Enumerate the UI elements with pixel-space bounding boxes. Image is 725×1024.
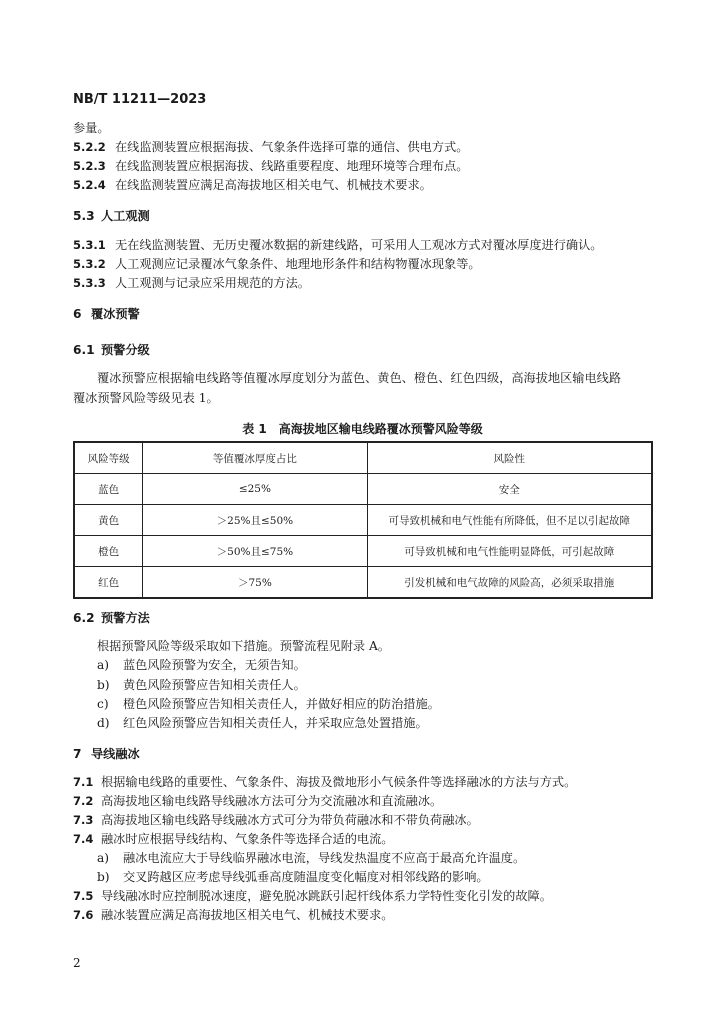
table-header-cell: 等值覆冰厚度占比 bbox=[143, 442, 367, 474]
table-cell: 红色 bbox=[74, 567, 143, 599]
list-label: c) bbox=[97, 697, 109, 711]
section-6-1-heading bbox=[73, 341, 150, 358]
clause-7-3 bbox=[73, 812, 479, 828]
list-label: b) bbox=[97, 678, 110, 692]
table-cell: 安全 bbox=[367, 474, 652, 505]
table-cell: ＞25%且≤50% bbox=[143, 505, 367, 536]
clause-text: 高海拔地区输电线路导线融冰方式可分为带负荷融冰和不带负荷融冰。 bbox=[101, 813, 479, 827]
table-row bbox=[74, 536, 652, 567]
clause-text: 融冰装置应满足高海拔地区相关电气、机械技术要求。 bbox=[101, 908, 394, 922]
clause-text: 人工观测应记录覆冰气象条件、地理地形条件和结构物覆冰现象等。 bbox=[115, 257, 481, 271]
clause-number: 5.3.2 bbox=[73, 257, 106, 271]
list-item-b bbox=[97, 677, 306, 693]
clause-5-3-1 bbox=[73, 237, 603, 253]
table-row bbox=[74, 474, 652, 505]
section-number: 7 bbox=[73, 747, 82, 761]
clause-text: 融冰时应根据导线结构、气象条件等选择合适的电流。 bbox=[101, 832, 394, 846]
clause-5-3-2 bbox=[73, 256, 481, 272]
clause-number: 5.2.2 bbox=[73, 140, 106, 154]
section-6-heading bbox=[73, 305, 140, 322]
list-text: 红色风险预警应告知相关责任人，并采取应急处置措施。 bbox=[123, 716, 428, 730]
list-text: 黄色风险预警应告知相关责任人。 bbox=[123, 678, 306, 692]
clause-number: 7.6 bbox=[73, 908, 94, 922]
clause-text: 导线融冰时应控制脱冰速度，避免脱冰跳跃引起杆线体系力学特性变化引发的故障。 bbox=[101, 889, 552, 903]
list-text: 橙色风险预警应告知相关责任人，并做好相应的防治措施。 bbox=[123, 697, 440, 711]
table-caption: 表 1 高海拔地区输电线路覆冰预警风险等级 bbox=[242, 422, 483, 436]
clause-number: 5.3.3 bbox=[73, 276, 106, 290]
list-item-a bbox=[97, 657, 306, 673]
clause-5-3-3 bbox=[73, 275, 310, 291]
table-cell: 橙色 bbox=[74, 536, 143, 567]
clause-number: 5.2.4 bbox=[73, 178, 106, 192]
list-item-c bbox=[97, 696, 440, 712]
list-text: 蓝色风险预警为安全，无须告知。 bbox=[123, 658, 306, 672]
clause-5-2-4 bbox=[73, 177, 432, 193]
clause-text: 无在线监测装置、无历史覆冰数据的新建线路，可采用人工观冰方式对覆冰厚度进行确认。 bbox=[115, 238, 603, 252]
table-header-cell: 风险等级 bbox=[74, 442, 143, 474]
list-label: a) bbox=[97, 851, 110, 865]
clause-text: 在线监测装置应满足高海拔地区相关电气、机械技术要求。 bbox=[115, 178, 432, 192]
clause-text: 根据输电线路的重要性、气象条件、海拔及微地形小气候条件等选择融冰的方法与方式。 bbox=[101, 775, 577, 789]
clause-7-4-b bbox=[97, 869, 489, 885]
table-header-row bbox=[74, 442, 652, 474]
clause-number: 5.2.3 bbox=[73, 159, 106, 173]
clause-5-2-3 bbox=[73, 158, 468, 174]
clause-7-5 bbox=[73, 888, 552, 904]
section-title: 预警分级 bbox=[101, 343, 150, 357]
clause-5-2-2 bbox=[73, 139, 468, 155]
paragraph-6-1-line2: 覆冰预警风险等级见表 1。 bbox=[73, 391, 219, 405]
table-row bbox=[74, 505, 652, 536]
paragraph-6-2-intro: 根据预警风险等级采取如下措施。预警流程见附录 A。 bbox=[97, 639, 390, 653]
section-7-heading bbox=[73, 745, 140, 762]
table-cell: ＞50%且≤75% bbox=[143, 536, 367, 567]
section-5-3-heading bbox=[73, 207, 150, 224]
clause-number: 7.3 bbox=[73, 813, 94, 827]
continuation-line: 参量。 bbox=[73, 121, 110, 135]
list-label: d) bbox=[97, 716, 110, 730]
section-number: 5.3 bbox=[73, 209, 95, 223]
clause-7-4-a bbox=[97, 850, 525, 866]
clause-7-4 bbox=[73, 831, 394, 847]
document-code: NB/T 11211—2023 bbox=[73, 92, 207, 107]
clause-7-2 bbox=[73, 793, 442, 809]
section-number: 6.1 bbox=[73, 343, 95, 357]
table-cell: 可导致机械和电气性能明显降低，可引起故障 bbox=[367, 536, 652, 567]
table-header-cell: 风险性 bbox=[367, 442, 652, 474]
list-text: 交叉跨越区应考虑导线弧垂高度随温度变化幅度对相邻线路的影响。 bbox=[123, 870, 489, 884]
table-row bbox=[74, 567, 652, 599]
list-label: b) bbox=[97, 870, 110, 884]
section-title: 预警方法 bbox=[101, 611, 150, 625]
table-cell: 可导致机械和电气性能有所降低，但不足以引起故障 bbox=[367, 505, 652, 536]
section-6-2-heading bbox=[73, 609, 150, 626]
clause-number: 5.3.1 bbox=[73, 238, 106, 252]
risk-level-table bbox=[73, 441, 653, 599]
section-number: 6.2 bbox=[73, 611, 95, 625]
list-label: a) bbox=[97, 658, 110, 672]
section-number: 6 bbox=[73, 307, 82, 321]
clause-text: 高海拔地区输电线路导线融冰方法可分为交流融冰和直流融冰。 bbox=[101, 794, 443, 808]
clause-7-1 bbox=[73, 774, 576, 790]
list-item-d bbox=[97, 715, 428, 731]
clause-number: 7.2 bbox=[73, 794, 94, 808]
clause-text: 在线监测装置应根据海拔、线路重要程度、地理环境等合理布点。 bbox=[115, 159, 469, 173]
table-cell: ≤25% bbox=[143, 474, 367, 505]
clause-7-6 bbox=[73, 907, 394, 923]
section-title: 覆冰预警 bbox=[91, 307, 140, 321]
table-cell: ＞75% bbox=[143, 567, 367, 599]
page-number: 2 bbox=[73, 956, 81, 970]
clause-number: 7.4 bbox=[73, 832, 94, 846]
table-cell: 引发机械和电气故障的风险高，必须采取措施 bbox=[367, 567, 652, 599]
table-cell: 黄色 bbox=[74, 505, 143, 536]
section-title: 导线融冰 bbox=[91, 747, 140, 761]
clause-text: 在线监测装置应根据海拔、气象条件选择可靠的通信、供电方式。 bbox=[115, 140, 469, 154]
paragraph-6-1-line1: 覆冰预警应根据输电线路等值覆冰厚度划分为蓝色、黄色、橙色、红色四级，高海拔地区输电线路 bbox=[97, 371, 622, 385]
section-title: 人工观测 bbox=[101, 209, 150, 223]
list-text: 融冰电流应大于导线临界融冰电流，导线发热温度不应高于最高允许温度。 bbox=[123, 851, 526, 865]
clause-number: 7.1 bbox=[73, 775, 94, 789]
clause-number: 7.5 bbox=[73, 889, 94, 903]
table-cell: 蓝色 bbox=[74, 474, 143, 505]
clause-text: 人工观测与记录应采用规范的方法。 bbox=[115, 276, 310, 290]
